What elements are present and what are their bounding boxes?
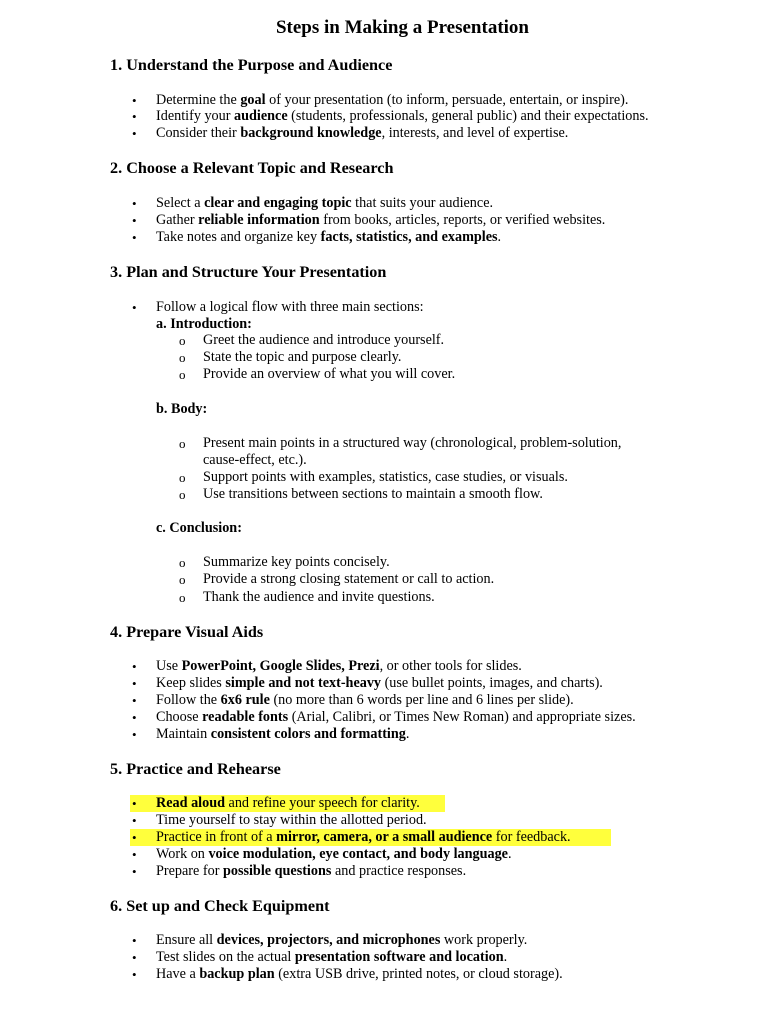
sub-list-item: Use transitions between sections to maintain a smooth flow.	[203, 486, 543, 502]
sub-list-item: State the topic and purpose clearly.	[203, 349, 402, 365]
list-item: Take notes and organize key facts, statistics, and examples.	[156, 229, 502, 245]
bullet-icon: •	[132, 230, 137, 245]
sub-list-item: Summarize key points concisely.	[203, 554, 390, 570]
bullet-icon: •	[132, 93, 137, 108]
sub-list-item-continuation: cause-effect, etc.).	[203, 452, 307, 468]
bullet-icon: •	[132, 727, 137, 742]
sub-list-item: Present main points in a structured way (chronological, problem-solution,	[203, 435, 622, 451]
sub-bullet-icon: o	[179, 333, 186, 348]
list-item: Have a backup plan (extra USB drive, printed notes, or cloud storage).	[156, 966, 563, 982]
list-item: Work on voice modulation, eye contact, and body language.	[156, 846, 512, 862]
list-item: Use PowerPoint, Google Slides, Prezi, or other tools for slides.	[156, 658, 522, 674]
bullet-icon: •	[132, 109, 137, 124]
bullet-icon: •	[132, 967, 137, 982]
subsection-label-conclusion: c. Conclusion:	[156, 520, 242, 536]
list-item: Ensure all devices, projectors, and microphones work properly.	[156, 932, 528, 948]
sub-list-item: Provide a strong closing statement or call to action.	[203, 571, 495, 587]
list-item: Consider their background knowledge, interests, and level of expertise.	[156, 125, 569, 141]
bullet-icon: •	[132, 126, 137, 141]
list-item: Maintain consistent colors and formatting.	[156, 726, 410, 742]
bullet-icon: •	[132, 847, 137, 862]
bullet-icon: •	[132, 676, 137, 691]
list-item: Follow the 6x6 rule (no more than 6 words per line and 6 lines per slide).	[156, 692, 574, 708]
sub-bullet-icon: o	[179, 470, 186, 485]
bullet-icon: •	[132, 950, 137, 965]
sub-bullet-icon: o	[179, 555, 186, 570]
sub-list-item: Support points with examples, statistics, case studies, or visuals.	[203, 469, 568, 485]
sub-bullet-icon: o	[179, 487, 186, 502]
list-item: Identify your audience (students, professionals, general public) and their expectations.	[156, 108, 649, 124]
section-heading-4: 4. Prepare Visual Aids	[110, 623, 264, 641]
sub-list-item: Greet the audience and introduce yourself.	[203, 332, 445, 348]
list-item: Prepare for possible questions and practice responses.	[156, 863, 467, 879]
section-heading-5: 5. Practice and Rehearse	[110, 760, 281, 778]
bullet-icon: •	[132, 300, 137, 315]
bullet-icon: •	[132, 830, 137, 845]
list-item-highlighted: Read aloud and refine your speech for clarity.	[156, 795, 420, 811]
bullet-icon: •	[132, 213, 137, 228]
list-item: Choose readable fonts (Arial, Calibri, or Times New Roman) and appropriate sizes.	[156, 709, 636, 725]
list-item: Follow a logical flow with three main sections:	[156, 299, 424, 315]
section-heading-1: 1. Understand the Purpose and Audience	[110, 56, 393, 74]
section-heading-2: 2. Choose a Relevant Topic and Research	[110, 159, 394, 177]
bullet-icon: •	[132, 693, 137, 708]
list-item: Keep slides simple and not text-heavy (use bullet points, images, and charts).	[156, 675, 603, 691]
bullet-icon: •	[132, 196, 137, 211]
list-item: Gather reliable information from books, articles, reports, or verified websites.	[156, 212, 606, 228]
list-item: Select a clear and engaging topic that suits your audience.	[156, 195, 494, 211]
list-item: Time yourself to stay within the allotted period.	[156, 812, 427, 828]
section-heading-6: 6. Set up and Check Equipment	[110, 897, 330, 915]
list-item: Determine the goal of your presentation (to inform, persuade, entertain, or inspire).	[156, 92, 629, 108]
bullet-icon: •	[132, 933, 137, 948]
bullet-icon: •	[132, 796, 137, 811]
list-item-highlighted: Practice in front of a mirror, camera, or a small audience for feedback.	[156, 829, 571, 845]
subsection-label-body: b. Body:	[156, 401, 208, 417]
sub-bullet-icon: o	[179, 367, 186, 382]
sub-list-item: Provide an overview of what you will cover.	[203, 366, 456, 382]
subsection-label-introduction: a. Introduction:	[156, 316, 252, 332]
bullet-icon: •	[132, 659, 137, 674]
sub-bullet-icon: o	[179, 590, 186, 605]
sub-bullet-icon: o	[179, 572, 186, 587]
bullet-icon: •	[132, 864, 137, 879]
sub-bullet-icon: o	[179, 436, 186, 451]
bullet-icon: •	[132, 813, 137, 828]
sub-bullet-icon: o	[179, 350, 186, 365]
document-title: Steps in Making a Presentation	[275, 17, 529, 38]
bullet-icon: •	[132, 710, 137, 725]
section-heading-3: 3. Plan and Structure Your Presentation	[110, 263, 387, 281]
list-item: Test slides on the actual presentation software and location.	[156, 949, 508, 965]
sub-list-item: Thank the audience and invite questions.	[203, 589, 435, 605]
